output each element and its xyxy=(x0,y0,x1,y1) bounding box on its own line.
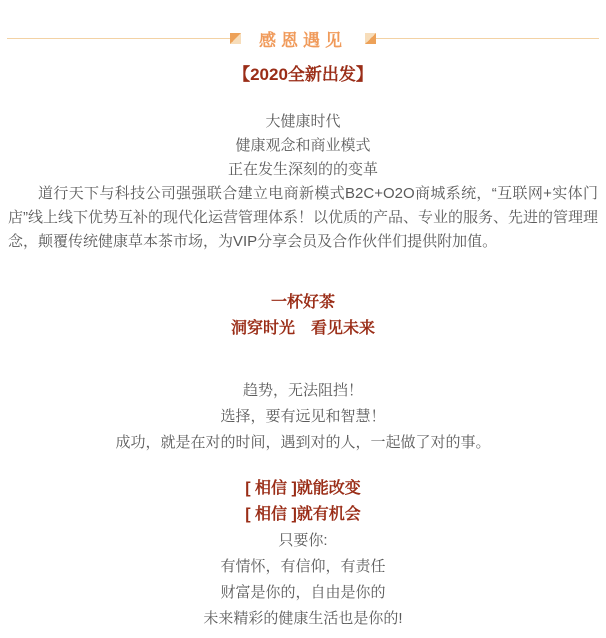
intro-line: 大健康时代 xyxy=(265,113,341,130)
wisdom-line: 成功，就是在对的时间，遇到对的人，一起做了对的事。 xyxy=(115,434,491,451)
wisdom-stanza xyxy=(0,378,606,456)
banner-rule-left xyxy=(7,38,230,39)
diagonal-square-left-icon xyxy=(230,33,241,44)
banner-rule-right xyxy=(376,38,599,39)
closing-line: 未来精彩的健康生活也是你的! xyxy=(203,610,403,627)
slogan-stanza xyxy=(0,290,606,342)
section-banner xyxy=(0,28,606,48)
intro-line: 正在发生深刻的的变革 xyxy=(227,161,378,178)
closing-line: 只要你: xyxy=(278,532,328,549)
belief-line: [ 相信 ]就有机会 xyxy=(245,506,361,523)
slogan-line: 洞穿时光 看见未来 xyxy=(230,320,375,337)
article-heading: 【2020全新出发】 xyxy=(233,65,373,84)
closing-stanza xyxy=(0,528,606,632)
diagonal-square-right-icon xyxy=(365,33,376,44)
wisdom-line: 选择，要有远见和智慧！ xyxy=(220,408,386,425)
belief-stanza xyxy=(0,476,606,528)
intro-stanza xyxy=(0,110,606,182)
intro-line: 健康观念和商业模式 xyxy=(235,137,371,154)
banner-title: 感恩遇见 xyxy=(259,30,347,50)
wisdom-line: 趋势，无法阻挡！ xyxy=(242,382,363,399)
slogan-line: 一杯好茶 xyxy=(270,294,335,311)
belief-line: [ 相信 ]就能改变 xyxy=(245,480,361,497)
body-paragraph: 道行天下与科技公司强强联合建立电商新模式B2C+O2O商城系统，“互联网+实体门店”线上线下优势互补的现代化运营管理体系！以优质的产品、专业的服务、先进的管理理念，颠覆传统健康草本茶市场，为VIP分享会员及合作伙伴们提供附加值。 xyxy=(8,185,598,250)
closing-line: 有情怀，有信仰，有责任 xyxy=(220,558,386,575)
closing-line: 财富是你的，自由是你的 xyxy=(220,584,386,601)
